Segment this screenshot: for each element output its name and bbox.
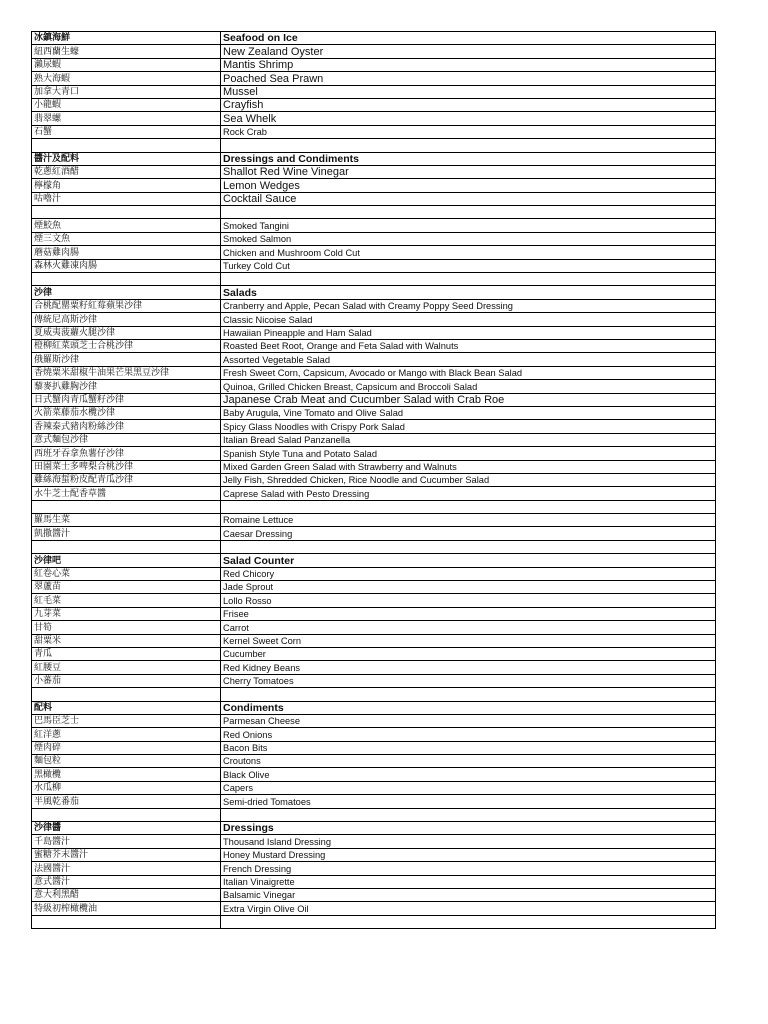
item-name-english: Rock Crab xyxy=(221,125,716,138)
item-name-chinese: 紅毛菜 xyxy=(32,594,221,607)
item-name-chinese xyxy=(32,915,221,928)
menu-item-row xyxy=(32,98,716,111)
menu-item-row xyxy=(32,259,716,272)
item-name-chinese: 熟大海蝦 xyxy=(32,72,221,85)
item-name-english: Japanese Crab Meat and Cucumber Salad with Crab Roe xyxy=(221,393,716,406)
menu-item-row xyxy=(32,112,716,125)
menu-item-row xyxy=(32,433,716,446)
item-name-english: French Dressing xyxy=(221,862,716,875)
item-name-english: Spicy Glass Noodles with Crispy Pork Salad xyxy=(221,420,716,433)
menu-item-row xyxy=(32,179,716,192)
item-name-chinese: 九芽菜 xyxy=(32,607,221,620)
item-name-english: Assorted Vegetable Salad xyxy=(221,353,716,366)
menu-item-row xyxy=(32,353,716,366)
item-name-chinese: 檸檬角 xyxy=(32,179,221,192)
menu-item-row xyxy=(32,567,716,580)
blank-row xyxy=(32,206,716,219)
menu-item-row xyxy=(32,380,716,393)
item-name-english xyxy=(221,206,716,219)
item-name-english: Spanish Style Tuna and Potato Salad xyxy=(221,447,716,460)
item-name-english: Red Chicory xyxy=(221,567,716,580)
section-title-english: Salad Counter xyxy=(221,554,716,567)
item-name-chinese: 特級初榨橄欖油 xyxy=(32,902,221,915)
menu-item-row xyxy=(32,527,716,540)
item-name-english: Caesar Dressing xyxy=(221,527,716,540)
item-name-english: Mantis Shrimp xyxy=(221,58,716,71)
item-name-english: Red Kidney Beans xyxy=(221,661,716,674)
menu-item-row xyxy=(32,326,716,339)
menu-item-row xyxy=(32,313,716,326)
item-name-chinese: 凱撒醬汁 xyxy=(32,527,221,540)
item-name-chinese: 合桃配罌粟籽紅莓蘋果沙律 xyxy=(32,299,221,312)
item-name-chinese xyxy=(32,540,221,553)
item-name-chinese: 黑橄欖 xyxy=(32,768,221,781)
item-name-chinese: 西班牙吞拿魚薯仔沙律 xyxy=(32,447,221,460)
section-title-chinese: 沙律醬 xyxy=(32,822,221,835)
item-name-chinese: 小蕃茄 xyxy=(32,674,221,687)
item-name-chinese: 田園菜士多啤梨合桃沙律 xyxy=(32,460,221,473)
item-name-chinese: 羅馬生菜 xyxy=(32,514,221,527)
menu-item-row xyxy=(32,594,716,607)
item-name-chinese: 法國醬汁 xyxy=(32,862,221,875)
item-name-english: Smoked Tangini xyxy=(221,219,716,232)
item-name-chinese: 火箭菜藤茄水欖沙律 xyxy=(32,406,221,419)
item-name-english: Mussel xyxy=(221,85,716,98)
menu-item-row xyxy=(32,634,716,647)
section-header-row xyxy=(32,554,716,567)
menu-item-row xyxy=(32,768,716,781)
item-name-chinese: 傳統尼高斯沙律 xyxy=(32,313,221,326)
item-name-english: Jade Sprout xyxy=(221,581,716,594)
menu-item-row xyxy=(32,420,716,433)
item-name-chinese xyxy=(32,206,221,219)
menu-item-row xyxy=(32,460,716,473)
menu-item-row xyxy=(32,393,716,406)
menu-item-row xyxy=(32,473,716,486)
menu-table xyxy=(31,31,716,929)
section-title-english: Salads xyxy=(221,286,716,299)
item-name-english: Parmesan Cheese xyxy=(221,714,716,727)
item-name-chinese: 甜粟米 xyxy=(32,634,221,647)
menu-item-row xyxy=(32,661,716,674)
item-name-english: New Zealand Oyster xyxy=(221,45,716,58)
item-name-english: Chicken and Mushroom Cold Cut xyxy=(221,246,716,259)
item-name-english: Italian Bread Salad Panzanella xyxy=(221,433,716,446)
menu-item-row xyxy=(32,299,716,312)
item-name-chinese: 紅卷心菜 xyxy=(32,567,221,580)
item-name-english: Honey Mustard Dressing xyxy=(221,848,716,861)
menu-item-row xyxy=(32,85,716,98)
menu-item-row xyxy=(32,728,716,741)
item-name-english xyxy=(221,688,716,701)
section-header-row xyxy=(32,701,716,714)
menu-item-row xyxy=(32,366,716,379)
menu-item-row xyxy=(32,581,716,594)
menu-item-row xyxy=(32,447,716,460)
item-name-chinese: 煙三文魚 xyxy=(32,232,221,245)
item-name-chinese: 夏威夷菠蘿火腿沙律 xyxy=(32,326,221,339)
item-name-english: Cocktail Sauce xyxy=(221,192,716,205)
item-name-chinese: 青瓜 xyxy=(32,647,221,660)
section-header-row xyxy=(32,286,716,299)
menu-item-row xyxy=(32,607,716,620)
item-name-english xyxy=(221,540,716,553)
item-name-english xyxy=(221,139,716,152)
item-name-chinese: 意式醬汁 xyxy=(32,875,221,888)
item-name-chinese: 巴馬臣芝士 xyxy=(32,714,221,727)
item-name-chinese: 香辣泰式豬肉粉絲沙律 xyxy=(32,420,221,433)
menu-item-row xyxy=(32,755,716,768)
item-name-english: Lemon Wedges xyxy=(221,179,716,192)
blank-row xyxy=(32,915,716,928)
item-name-english: Carrot xyxy=(221,621,716,634)
item-name-chinese: 千島醬汁 xyxy=(32,835,221,848)
item-name-english: Hawaiian Pineapple and Ham Salad xyxy=(221,326,716,339)
blank-row xyxy=(32,688,716,701)
item-name-chinese: 蜜糖芥末醬汁 xyxy=(32,848,221,861)
section-title-english: Seafood on Ice xyxy=(221,32,716,45)
menu-item-row xyxy=(32,406,716,419)
item-name-chinese: 麵包粒 xyxy=(32,755,221,768)
item-name-chinese: 石蟹 xyxy=(32,125,221,138)
item-name-chinese: 水牛芝士配香草醬 xyxy=(32,487,221,500)
menu-item-row xyxy=(32,192,716,205)
item-name-english: Mixed Garden Green Salad with Strawberry and Walnuts xyxy=(221,460,716,473)
item-name-chinese: 乾蔥紅酒醋 xyxy=(32,165,221,178)
menu-item-row xyxy=(32,621,716,634)
item-name-chinese xyxy=(32,273,221,286)
item-name-chinese: 咕嚕汁 xyxy=(32,192,221,205)
item-name-english: Balsamic Vinegar xyxy=(221,889,716,902)
item-name-chinese: 水瓜柳 xyxy=(32,781,221,794)
item-name-english: Kernel Sweet Corn xyxy=(221,634,716,647)
item-name-chinese: 俄羅斯沙律 xyxy=(32,353,221,366)
item-name-chinese: 小龍蝦 xyxy=(32,98,221,111)
menu-item-row xyxy=(32,647,716,660)
section-title-chinese: 沙律吧 xyxy=(32,554,221,567)
item-name-chinese: 甘筍 xyxy=(32,621,221,634)
item-name-english xyxy=(221,500,716,513)
item-name-english: Croutons xyxy=(221,755,716,768)
item-name-chinese xyxy=(32,688,221,701)
menu-item-row xyxy=(32,875,716,888)
item-name-chinese xyxy=(32,500,221,513)
item-name-english: Cranberry and Apple, Pecan Salad with Creamy Poppy Seed Dressing xyxy=(221,299,716,312)
item-name-english: Extra Virgin Olive Oil xyxy=(221,902,716,915)
item-name-chinese: 森林火雞凍肉腸 xyxy=(32,259,221,272)
item-name-english: Cherry Tomatoes xyxy=(221,674,716,687)
item-name-english: Sea Whelk xyxy=(221,112,716,125)
item-name-chinese: 雞絲海蜇粉皮配青瓜沙律 xyxy=(32,473,221,486)
menu-item-row xyxy=(32,714,716,727)
item-name-chinese: 橙柳紅菜頭芝士合桃沙律 xyxy=(32,339,221,352)
item-name-chinese: 意大利黑醋 xyxy=(32,889,221,902)
item-name-english: Classic Nicoise Salad xyxy=(221,313,716,326)
item-name-english: Black Olive xyxy=(221,768,716,781)
menu-item-row xyxy=(32,58,716,71)
item-name-english: Smoked Salmon xyxy=(221,232,716,245)
menu-item-row xyxy=(32,902,716,915)
item-name-chinese: 紅洋蔥 xyxy=(32,728,221,741)
item-name-english xyxy=(221,273,716,286)
item-name-english xyxy=(221,915,716,928)
item-name-english: Cucumber xyxy=(221,647,716,660)
section-header-row xyxy=(32,152,716,165)
item-name-english: Thousand Island Dressing xyxy=(221,835,716,848)
item-name-english: Jelly Fish, Shredded Chicken, Rice Noodle and Cucumber Salad xyxy=(221,473,716,486)
menu-item-row xyxy=(32,889,716,902)
item-name-english: Italian Vinaigrette xyxy=(221,875,716,888)
item-name-chinese: 加拿大青口 xyxy=(32,85,221,98)
item-name-chinese: 煙肉碎 xyxy=(32,741,221,754)
item-name-chinese: 翡翠螺 xyxy=(32,112,221,125)
item-name-english: Bacon Bits xyxy=(221,741,716,754)
item-name-english: Quinoa, Grilled Chicken Breast, Capsicum and Broccoli Salad xyxy=(221,380,716,393)
menu-item-row xyxy=(32,781,716,794)
item-name-chinese: 藜麥扒雞胸沙律 xyxy=(32,380,221,393)
item-name-chinese: 紅腰豆 xyxy=(32,661,221,674)
item-name-chinese: 香燒粟米甜椒牛油果芒果黑豆沙律 xyxy=(32,366,221,379)
item-name-chinese: 日式蟹肉青瓜蟹籽沙律 xyxy=(32,393,221,406)
menu-item-row xyxy=(32,339,716,352)
item-name-english: Red Onions xyxy=(221,728,716,741)
item-name-english: Capers xyxy=(221,781,716,794)
menu-item-row xyxy=(32,862,716,875)
section-header-row xyxy=(32,822,716,835)
item-name-english xyxy=(221,808,716,821)
item-name-english: Crayfish xyxy=(221,98,716,111)
menu-item-row xyxy=(32,246,716,259)
item-name-chinese: 紐西蘭生蠔 xyxy=(32,45,221,58)
blank-row xyxy=(32,808,716,821)
menu-item-row xyxy=(32,219,716,232)
menu-item-row xyxy=(32,232,716,245)
section-title-chinese: 沙律 xyxy=(32,286,221,299)
menu-item-row xyxy=(32,835,716,848)
item-name-chinese: 意式麵包沙律 xyxy=(32,433,221,446)
menu-item-row xyxy=(32,741,716,754)
menu-item-row xyxy=(32,125,716,138)
menu-item-row xyxy=(32,45,716,58)
blank-row xyxy=(32,500,716,513)
item-name-english: Poached Sea Prawn xyxy=(221,72,716,85)
item-name-chinese: 煙鮫魚 xyxy=(32,219,221,232)
section-title-english: Condiments xyxy=(221,701,716,714)
menu-item-row xyxy=(32,487,716,500)
section-title-chinese: 醬汁及配料 xyxy=(32,152,221,165)
menu-item-row xyxy=(32,514,716,527)
item-name-english: Baby Arugula, Vine Tomato and Olive Salad xyxy=(221,406,716,419)
section-title-chinese: 冰鎮海鮮 xyxy=(32,32,221,45)
blank-row xyxy=(32,273,716,286)
item-name-english: Fresh Sweet Corn, Capsicum, Avocado or Mango with Black Bean Salad xyxy=(221,366,716,379)
section-title-english: Dressings and Condiments xyxy=(221,152,716,165)
item-name-english: Frisee xyxy=(221,607,716,620)
section-title-english: Dressings xyxy=(221,822,716,835)
item-name-english: Turkey Cold Cut xyxy=(221,259,716,272)
menu-table-body xyxy=(32,32,716,929)
item-name-english: Romaine Lettuce xyxy=(221,514,716,527)
item-name-english: Semi-dried Tomatoes xyxy=(221,795,716,808)
item-name-chinese xyxy=(32,808,221,821)
menu-item-row xyxy=(32,165,716,178)
item-name-english: Roasted Beet Root, Orange and Feta Salad with Walnuts xyxy=(221,339,716,352)
item-name-chinese: 瀨尿蝦 xyxy=(32,58,221,71)
item-name-english: Lollo Rosso xyxy=(221,594,716,607)
item-name-english: Caprese Salad with Pesto Dressing xyxy=(221,487,716,500)
menu-item-row xyxy=(32,795,716,808)
section-header-row xyxy=(32,32,716,45)
item-name-chinese: 蘑菇雞肉腸 xyxy=(32,246,221,259)
item-name-english: Shallot Red Wine Vinegar xyxy=(221,165,716,178)
blank-row xyxy=(32,139,716,152)
menu-item-row xyxy=(32,72,716,85)
menu-item-row xyxy=(32,674,716,687)
menu-item-row xyxy=(32,848,716,861)
item-name-chinese: 半風乾番茄 xyxy=(32,795,221,808)
section-title-chinese: 配料 xyxy=(32,701,221,714)
item-name-chinese xyxy=(32,139,221,152)
item-name-chinese: 翠蘆苗 xyxy=(32,581,221,594)
blank-row xyxy=(32,540,716,553)
